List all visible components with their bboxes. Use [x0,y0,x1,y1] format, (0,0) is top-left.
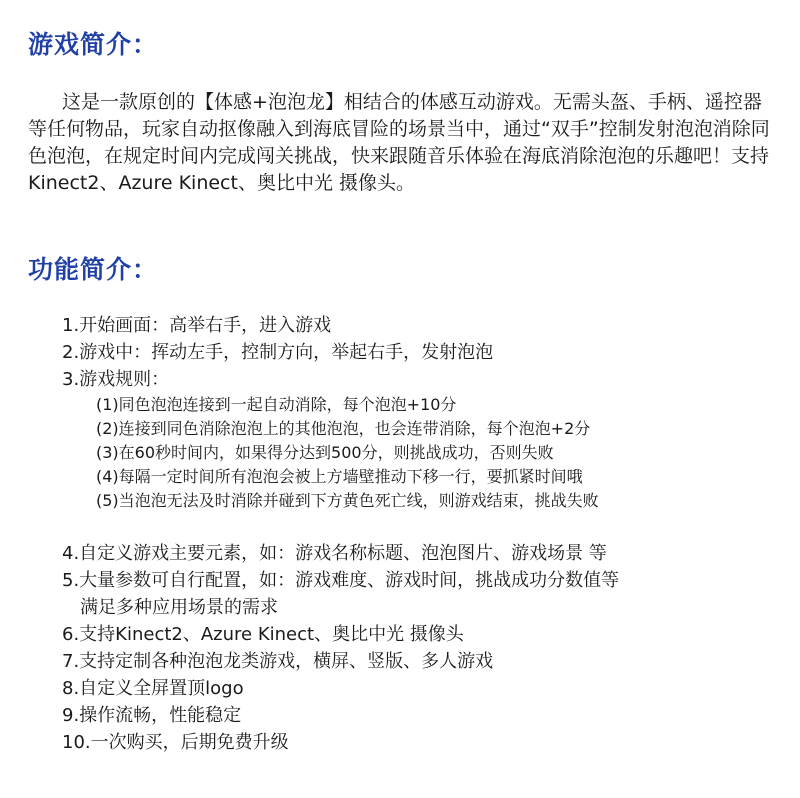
intro-paragraph: 这是一款原创的【体感+泡泡龙】相结合的体感互动游戏。无需头盔、手柄、遥控器 等任何物品，玩家自动抠像融入到海底冒险的场景当中，通过“双手”控制发射泡泡消除同色泡泡，在规定时间内完成闯关挑战，快来跟随音乐体验在海底消除泡泡的乐趣吧！支持Kinect2、Azure Kinect、奥比中光 摄像头。 [28,91,770,194]
feature-item-logo: 8.自定义全屏置顶logo [62,678,244,699]
feature-item-gameplay: 2.游戏中：挥动左手，控制方向，举起右手，发射泡泡 [62,342,494,363]
rule-item: (1)同色泡泡连接到一起自动消除，每个泡泡+10分 [96,395,457,414]
feature-item-start: 1.开始画面：高举右手，进入游戏 [62,315,332,336]
rule-item: (4)每隔一定时间所有泡泡会被上方墙壁推动下移一行，要抓紧时间哦 [96,467,583,486]
feature-item-camera-support: 6.支持Kinect2、Azure Kinect、奥比中光 摄像头 [62,624,464,645]
features-list-advanced [62,540,786,756]
rule-item: (2)连接到同色消除泡泡上的其他泡泡，也会连带消除，每个泡泡+2分 [96,419,591,438]
rule-item: (5)当泡泡无法及时消除并碰到下方黄色死亡线，则游戏结束，挑战失败 [96,491,599,510]
feature-item-config-continued: 满足多种应用场景的需求 [80,597,278,618]
feature-item-upgrade: 10.一次购买，后期免费升级 [62,732,289,753]
rule-item: (3)在60秒时间内，如果得分达到500分，则挑战成功，否则失败 [96,443,554,462]
feature-item-config: 5.大量参数可自行配置，如：游戏难度、游戏时间，挑战成功分数值等 [62,570,620,591]
feature-item-custom-elements: 4.自定义游戏主要元素，如：游戏名称标题、泡泡图片、游戏场景 等 [62,543,607,564]
features-list-basic [62,312,786,513]
features-heading: 功能简介： [28,255,159,284]
feature-item-performance: 9.操作流畅，性能稳定 [62,705,242,726]
feature-item-customization: 7.支持定制各种泡泡龙类游戏，横屏、竖版、多人游戏 [62,651,494,672]
rules-title: 3.游戏规则： [62,369,170,390]
intro-heading: 游戏简介： [28,30,159,59]
rules-list [62,393,786,513]
feature-item-rules [62,366,786,513]
